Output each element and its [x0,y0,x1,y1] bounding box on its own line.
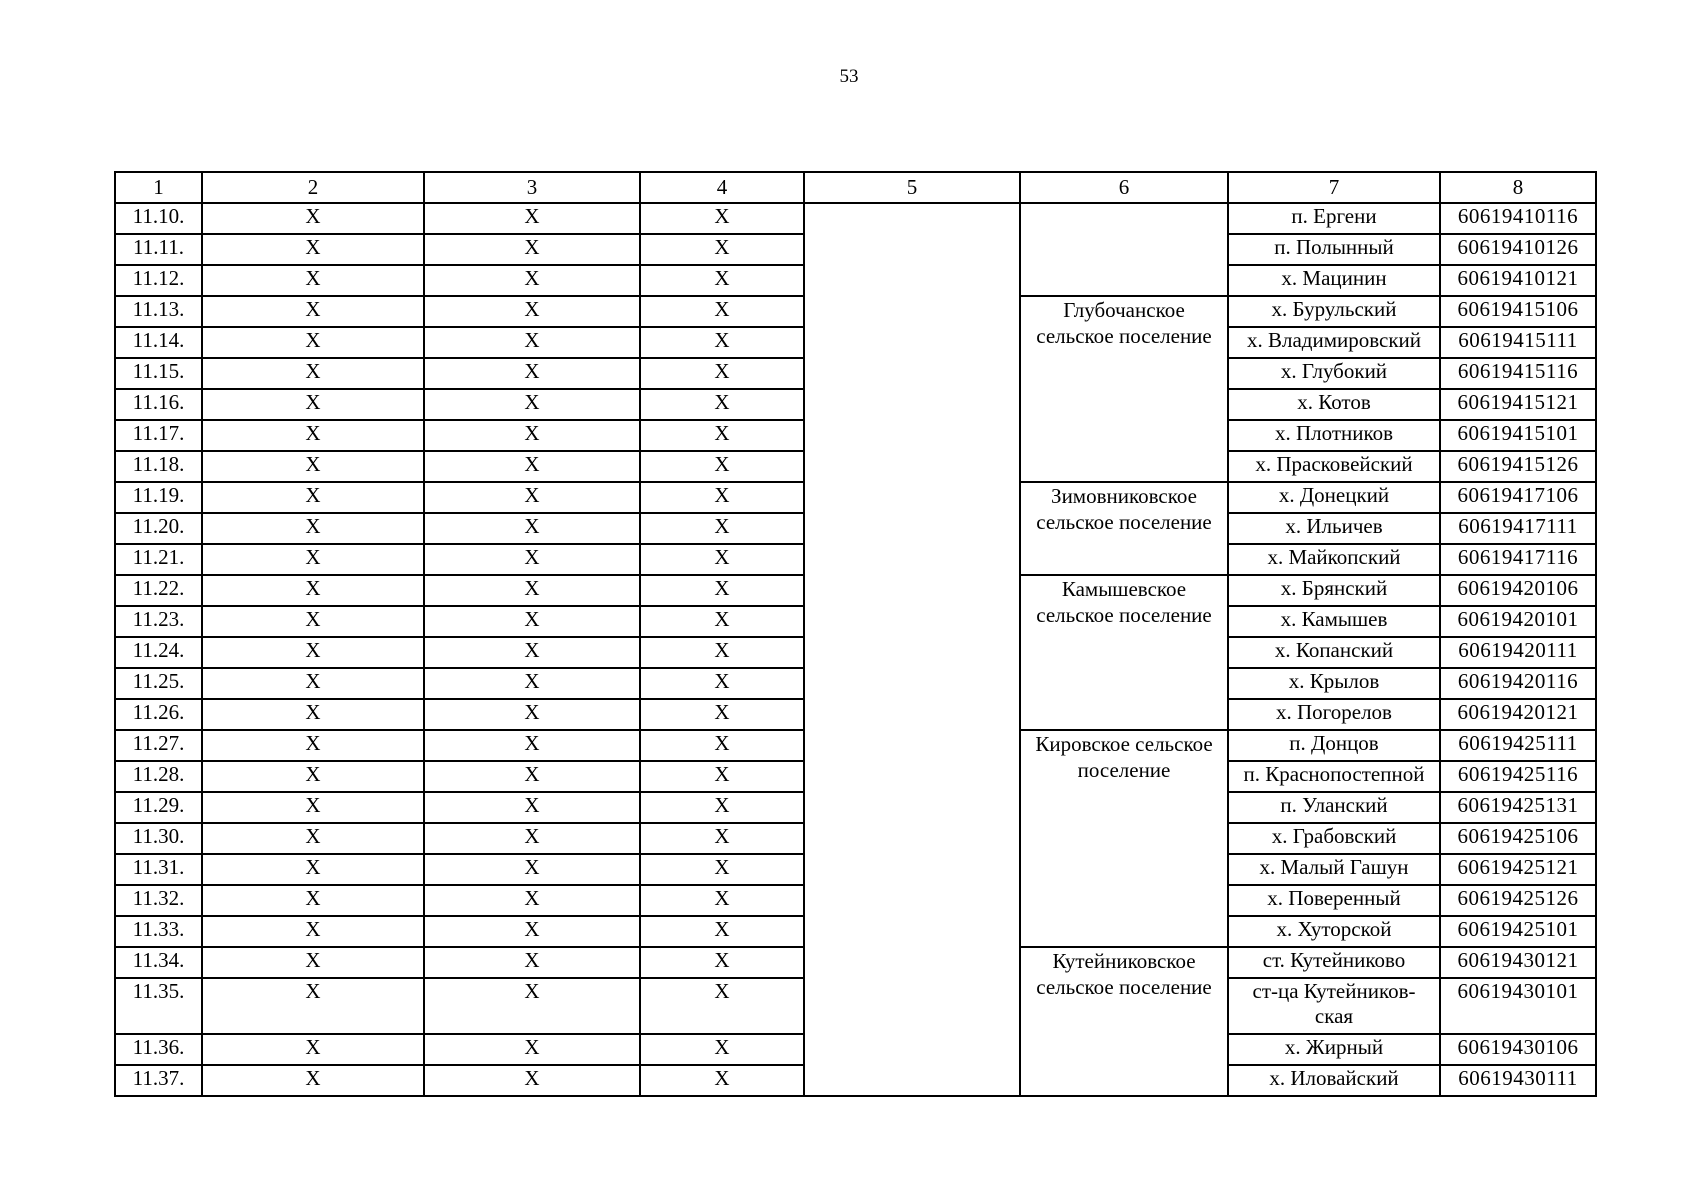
oktmo-code-cell: 60619415101 [1440,420,1596,451]
column-3-cell: Х [424,296,640,327]
settlement-name-cell: х. Бурульский [1228,296,1440,327]
column-4-cell: Х [640,575,804,606]
column-2-cell: Х [202,544,424,575]
row-number-cell: 11.21. [115,544,202,575]
settlement-name-cell: х. Мацинин [1228,265,1440,296]
column-2-cell: Х [202,730,424,761]
oktmo-code-cell: 60619425106 [1440,823,1596,854]
column-3-cell: Х [424,606,640,637]
column-4-cell: Х [640,916,804,947]
column-4-cell: Х [640,265,804,296]
settlement-name-cell: х. Иловайский [1228,1065,1440,1096]
oktmo-code-cell: 60619420116 [1440,668,1596,699]
column-2-cell: Х [202,761,424,792]
column-2-cell: Х [202,854,424,885]
column-4-cell: Х [640,606,804,637]
column-3-cell: Х [424,854,640,885]
column-4-cell: Х [640,482,804,513]
settlement-name-cell: х. Хуторской [1228,916,1440,947]
row-number-cell: 11.29. [115,792,202,823]
settlement-name-cell: х. Котов [1228,389,1440,420]
column-3-cell: Х [424,792,640,823]
settlement-name-cell: х. Грабовский [1228,823,1440,854]
column-3-cell: Х [424,420,640,451]
municipality-cell [1020,203,1228,296]
oktmo-code-cell: 60619420111 [1440,637,1596,668]
settlement-name-cell: ст-ца Кутейников-ская [1228,978,1440,1034]
column-5-cell [804,203,1020,1096]
column-3-cell: Х [424,761,640,792]
settlement-name-cell: х. Плотников [1228,420,1440,451]
column-3-cell: Х [424,916,640,947]
column-2-cell: Х [202,1034,424,1065]
column-3-cell: Х [424,234,640,265]
settlement-name-cell: х. Майкопский [1228,544,1440,575]
oktmo-code-cell: 60619415126 [1440,451,1596,482]
column-2-cell: Х [202,823,424,854]
column-3-cell: Х [424,1065,640,1096]
row-number-cell: 11.19. [115,482,202,513]
column-3-cell: Х [424,978,640,1034]
column-4-cell: Х [640,668,804,699]
municipality-cell: Зимовниковское сельское поселение [1020,482,1228,575]
row-number-cell: 11.12. [115,265,202,296]
column-3-cell: Х [424,823,640,854]
row-number-cell: 11.37. [115,1065,202,1096]
row-number-cell: 11.30. [115,823,202,854]
column-4-cell: Х [640,792,804,823]
column-4-cell: Х [640,1065,804,1096]
oktmo-code-cell: 60619410126 [1440,234,1596,265]
municipality-cell: Камышевское сельское поселение [1020,575,1228,730]
settlement-name-cell: х. Крылов [1228,668,1440,699]
column-2-cell: Х [202,358,424,389]
settlement-name-cell: п. Полынный [1228,234,1440,265]
oktmo-code-cell: 60619415106 [1440,296,1596,327]
row-number-cell: 11.10. [115,203,202,234]
header-cell-2: 2 [202,172,424,203]
settlement-name-cell: п. Ергени [1228,203,1440,234]
oktmo-code-cell: 60619425111 [1440,730,1596,761]
header-cell-5: 5 [804,172,1020,203]
row-number-cell: 11.11. [115,234,202,265]
row-number-cell: 11.27. [115,730,202,761]
row-number-cell: 11.26. [115,699,202,730]
column-3-cell: Х [424,482,640,513]
settlement-name-cell: х. Донецкий [1228,482,1440,513]
oktmo-code-cell: 60619425126 [1440,885,1596,916]
settlement-name-cell: х. Камышев [1228,606,1440,637]
settlement-name-cell: х. Прасковейский [1228,451,1440,482]
header-cell-6: 6 [1020,172,1228,203]
column-2-cell: Х [202,234,424,265]
table-row [115,203,1596,234]
settlement-name-cell: ст. Кутейниково [1228,947,1440,978]
column-2-cell: Х [202,575,424,606]
column-4-cell: Х [640,296,804,327]
column-3-cell: Х [424,637,640,668]
row-number-cell: 11.16. [115,389,202,420]
column-4-cell: Х [640,823,804,854]
column-4-cell: Х [640,1034,804,1065]
settlement-name-cell: х. Глубокий [1228,358,1440,389]
column-3-cell: Х [424,203,640,234]
settlement-name-cell: п. Уланский [1228,792,1440,823]
oktmo-code-cell: 60619430101 [1440,978,1596,1034]
oktmo-code-cell: 60619417106 [1440,482,1596,513]
settlement-name-cell: х. Малый Гашун [1228,854,1440,885]
column-3-cell: Х [424,668,640,699]
row-number-cell: 11.18. [115,451,202,482]
column-3-cell: Х [424,327,640,358]
oktmo-code-cell: 60619420121 [1440,699,1596,730]
oktmo-code-cell: 60619425101 [1440,916,1596,947]
row-number-cell: 11.31. [115,854,202,885]
column-2-cell: Х [202,1065,424,1096]
header-cell-3: 3 [424,172,640,203]
column-2-cell: Х [202,637,424,668]
column-4-cell: Х [640,451,804,482]
row-number-cell: 11.25. [115,668,202,699]
header-cell-1: 1 [115,172,202,203]
column-2-cell: Х [202,296,424,327]
column-3-cell: Х [424,730,640,761]
oktmo-code-cell: 60619430106 [1440,1034,1596,1065]
column-3-cell: Х [424,947,640,978]
column-4-cell: Х [640,234,804,265]
column-3-cell: Х [424,885,640,916]
table-header-row [115,172,1596,203]
oktmo-code-cell: 60619430111 [1440,1065,1596,1096]
settlement-name-cell: х. Ильичев [1228,513,1440,544]
row-number-cell: 11.28. [115,761,202,792]
header-cell-8: 8 [1440,172,1596,203]
column-2-cell: Х [202,885,424,916]
column-2-cell: Х [202,327,424,358]
row-number-cell: 11.22. [115,575,202,606]
column-2-cell: Х [202,606,424,637]
oktmo-code-cell: 60619425131 [1440,792,1596,823]
column-3-cell: Х [424,451,640,482]
column-3-cell: Х [424,265,640,296]
oktmo-code-cell: 60619425121 [1440,854,1596,885]
column-3-cell: Х [424,575,640,606]
column-4-cell: Х [640,513,804,544]
column-2-cell: Х [202,203,424,234]
row-number-cell: 11.24. [115,637,202,668]
row-number-cell: 11.34. [115,947,202,978]
row-number-cell: 11.20. [115,513,202,544]
oktmo-code-cell: 60619417111 [1440,513,1596,544]
row-number-cell: 11.35. [115,978,202,1034]
municipality-cell: Кировское сельское поселение [1020,730,1228,947]
header-cell-4: 4 [640,172,804,203]
row-number-cell: 11.17. [115,420,202,451]
settlement-name-cell: х. Владимировский [1228,327,1440,358]
column-4-cell: Х [640,854,804,885]
column-3-cell: Х [424,358,640,389]
oktmo-code-cell: 60619415121 [1440,389,1596,420]
column-4-cell: Х [640,327,804,358]
oktmo-code-cell: 60619425116 [1440,761,1596,792]
column-2-cell: Х [202,265,424,296]
column-2-cell: Х [202,513,424,544]
column-4-cell: Х [640,203,804,234]
oktmo-code-cell: 60619420106 [1440,575,1596,606]
municipality-cell: Кутейниковское сельское поселение [1020,947,1228,1096]
column-3-cell: Х [424,513,640,544]
column-4-cell: Х [640,947,804,978]
settlement-name-cell: п. Донцов [1228,730,1440,761]
page-number: 53 [839,66,859,87]
oktmo-code-cell: 60619415116 [1440,358,1596,389]
column-3-cell: Х [424,389,640,420]
column-3-cell: Х [424,544,640,575]
oktmo-code-cell: 60619415111 [1440,327,1596,358]
settlement-name-cell: п. Краснопостепной [1228,761,1440,792]
column-2-cell: Х [202,482,424,513]
oktmo-code-cell: 60619410121 [1440,265,1596,296]
settlement-name-cell: х. Брянский [1228,575,1440,606]
column-2-cell: Х [202,420,424,451]
municipality-cell: Глубочанское сельское поселение [1020,296,1228,482]
column-4-cell: Х [640,544,804,575]
row-number-cell: 11.32. [115,885,202,916]
column-2-cell: Х [202,451,424,482]
header-cell-7: 7 [1228,172,1440,203]
oktmo-code-cell: 60619420101 [1440,606,1596,637]
row-number-cell: 11.33. [115,916,202,947]
oktmo-code-cell: 60619417116 [1440,544,1596,575]
row-number-cell: 11.15. [115,358,202,389]
column-4-cell: Х [640,978,804,1034]
column-2-cell: Х [202,389,424,420]
row-number-cell: 11.13. [115,296,202,327]
oktmo-code-cell: 60619410116 [1440,203,1596,234]
column-3-cell: Х [424,699,640,730]
column-4-cell: Х [640,761,804,792]
column-2-cell: Х [202,916,424,947]
column-2-cell: Х [202,668,424,699]
row-number-cell: 11.36. [115,1034,202,1065]
column-4-cell: Х [640,389,804,420]
settlement-name-cell: х. Поверенный [1228,885,1440,916]
column-2-cell: Х [202,947,424,978]
settlement-name-cell: х. Погорелов [1228,699,1440,730]
column-4-cell: Х [640,358,804,389]
row-number-cell: 11.14. [115,327,202,358]
settlement-name-cell: х. Копанский [1228,637,1440,668]
settlement-name-cell: х. Жирный [1228,1034,1440,1065]
column-4-cell: Х [640,420,804,451]
column-2-cell: Х [202,699,424,730]
oktmo-code-cell: 60619430121 [1440,947,1596,978]
column-3-cell: Х [424,1034,640,1065]
column-4-cell: Х [640,637,804,668]
column-2-cell: Х [202,978,424,1034]
column-4-cell: Х [640,699,804,730]
column-4-cell: Х [640,885,804,916]
column-2-cell: Х [202,792,424,823]
settlements-table [114,171,1597,1097]
column-4-cell: Х [640,730,804,761]
row-number-cell: 11.23. [115,606,202,637]
